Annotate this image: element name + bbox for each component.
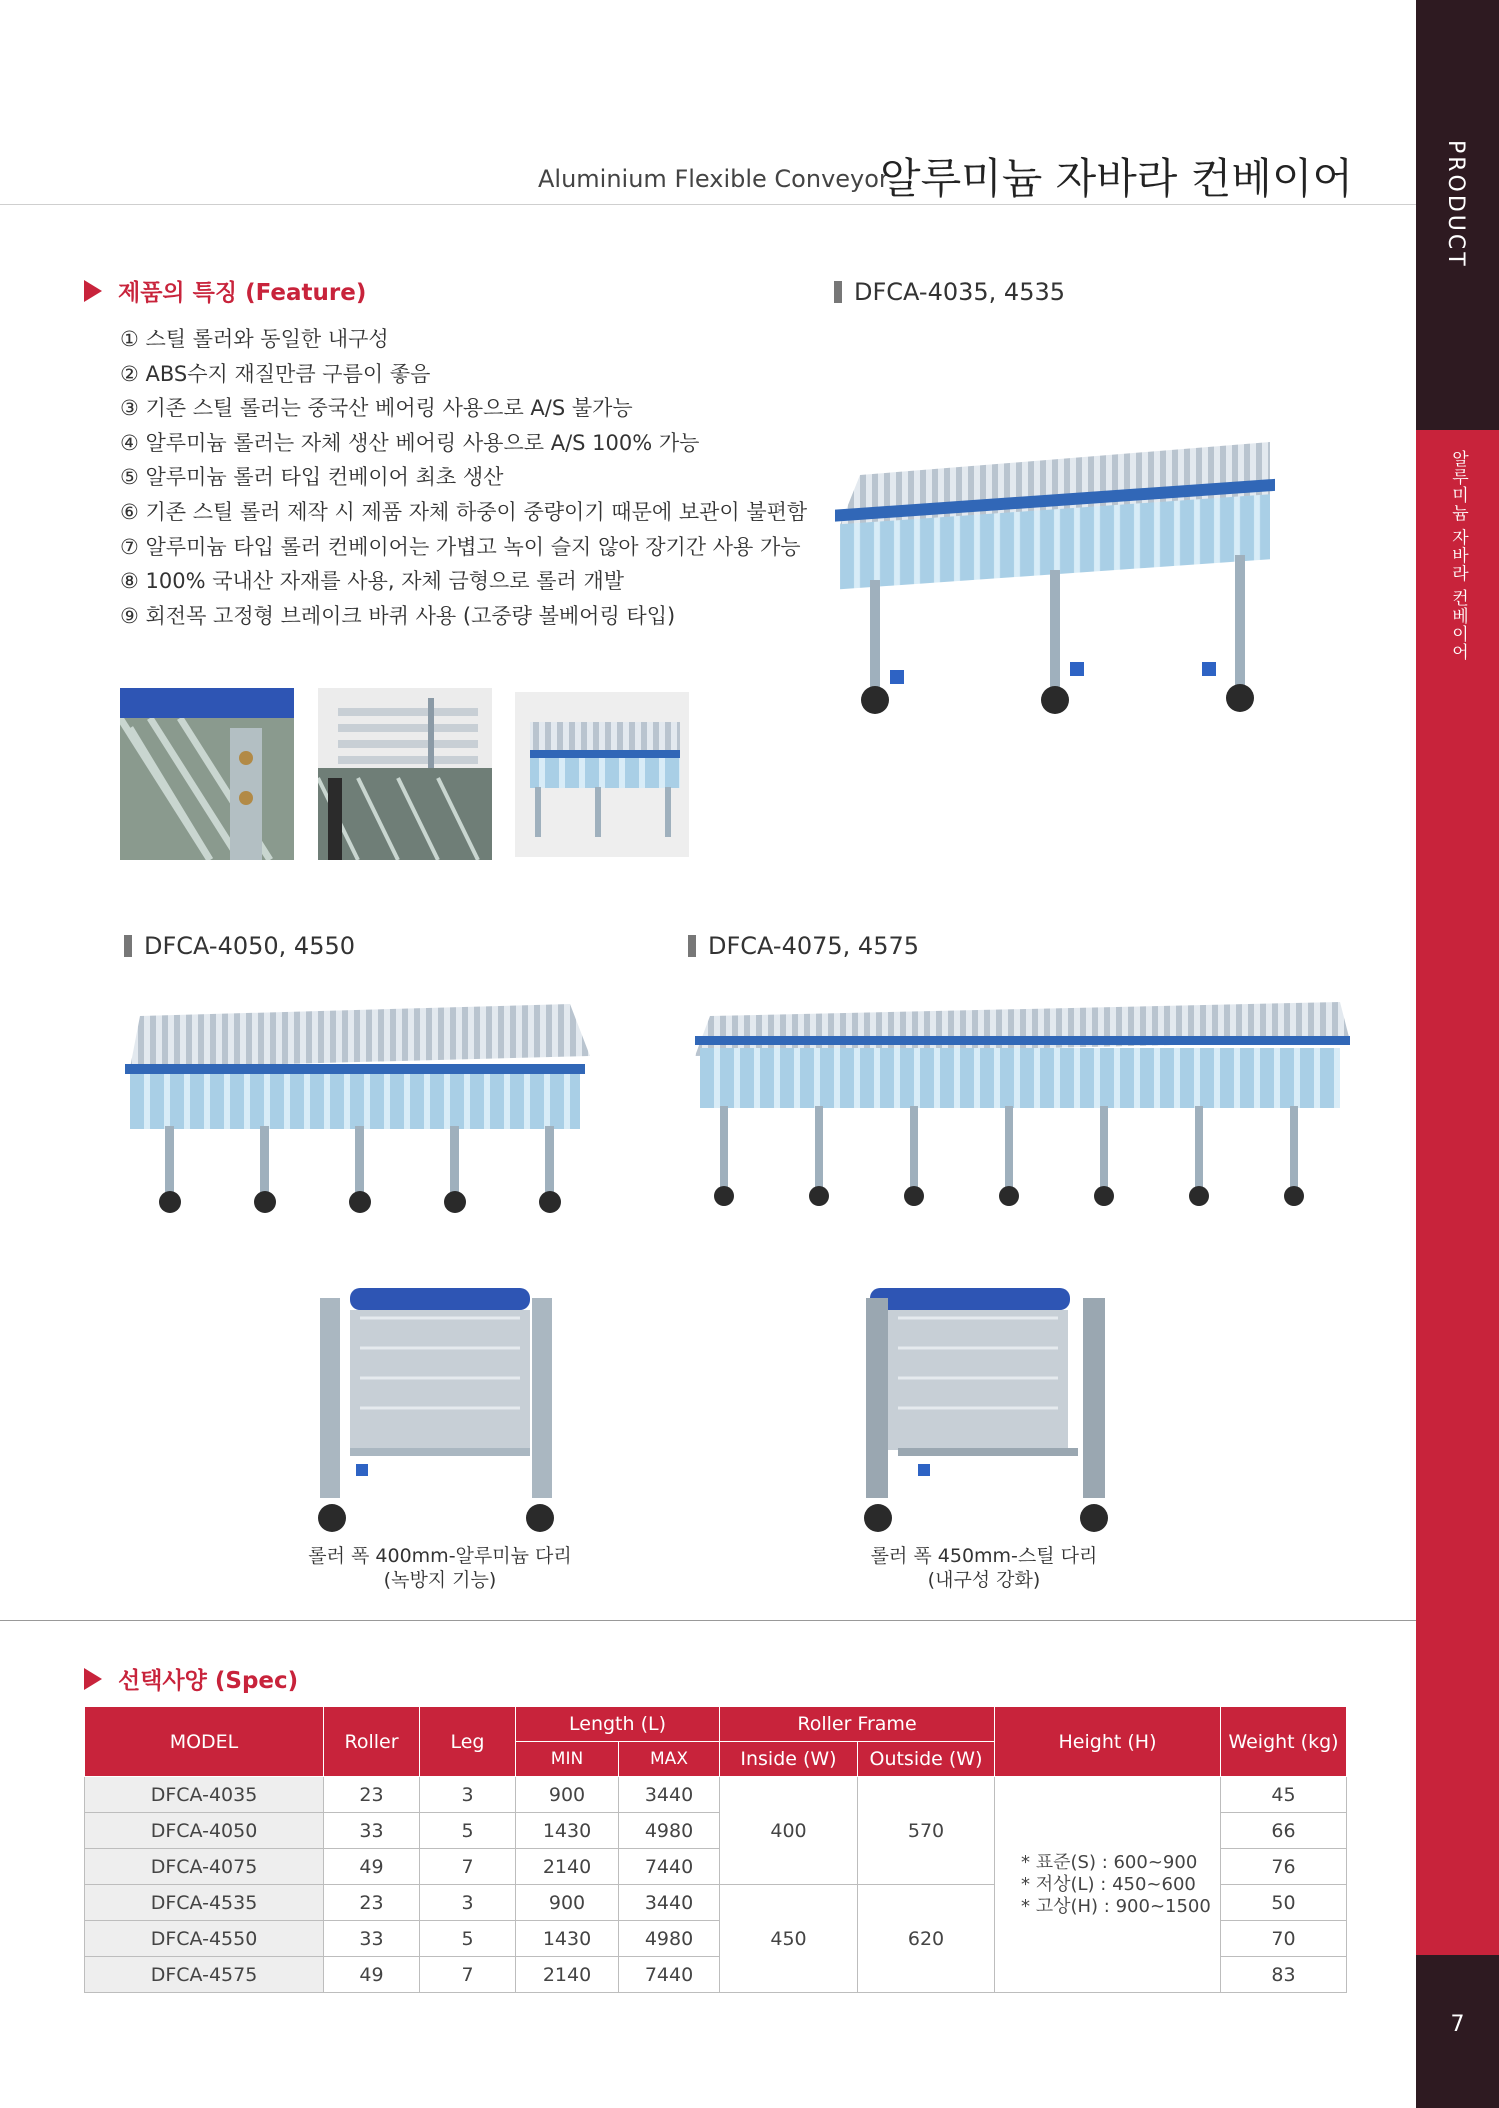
conveyor-4035-photo	[830, 430, 1280, 720]
feature-item: ⑥ 기존 스틸 롤러 제작 시 제품 자체 하중이 중량이기 때문에 보관이 불편함	[120, 499, 808, 524]
header-max: MAX	[619, 1742, 720, 1777]
detail-photo-2	[318, 688, 492, 860]
header-korean-title: 알루미늄 자바라 컨베이어	[880, 154, 1353, 203]
height-options: * 표준(S) : 600~900 * 저상(L) : 450~600 * 고상(H) : 900~1500	[995, 1777, 1221, 1993]
header-inside: Inside (W)	[720, 1742, 858, 1777]
page-number: 7	[1450, 2012, 1465, 2037]
header-rule	[0, 204, 1416, 205]
label-bar-icon	[124, 935, 132, 957]
side-band	[1416, 0, 1499, 2108]
detail-photo-3	[515, 692, 689, 857]
feature-list	[120, 322, 807, 633]
conveyor-4050-photo	[120, 996, 590, 1216]
feature-item: ④ 알루미늄 롤러는 자체 생산 베어링 사용으로 A/S 100% 가능	[120, 430, 700, 455]
label-bar-icon	[688, 935, 696, 957]
model-label-4050: DFCA-4050, 4550	[124, 932, 355, 960]
side-category-label: 알루미늄 자바라 컨베이어	[1448, 450, 1468, 661]
triangle-bullet-icon	[84, 1668, 102, 1690]
front-view-steel-leg-photo	[858, 1288, 1116, 1538]
header-min: MIN	[516, 1742, 619, 1777]
header-height: Height (H)	[995, 1707, 1221, 1777]
table-row: DFCA-4075 49 7 2140 7440 76	[85, 1849, 1347, 1885]
model-label-4075: DFCA-4075, 4575	[688, 932, 919, 960]
feature-item: ② ABS수지 재질만큼 구름이 좋음	[120, 361, 431, 386]
header-model: MODEL	[85, 1707, 324, 1777]
label-bar-icon	[834, 281, 842, 303]
conveyor-4075-photo	[690, 996, 1350, 1211]
header-length: Length (L)	[516, 1707, 720, 1742]
feature-item: ⑨ 회전목 고정형 브레이크 바퀴 사용 (고중량 볼베어링 타입)	[120, 603, 676, 628]
header-weight: Weight (kg)	[1221, 1707, 1347, 1777]
feature-item: ⑦ 알루미늄 타입 롤러 컨베이어는 가볍고 녹이 슬지 않아 장기간 사용 가능	[120, 534, 801, 559]
side-product-label: PRODUCT	[1443, 140, 1468, 269]
detail-photo-1	[120, 688, 294, 860]
spec-table	[84, 1706, 1347, 1993]
table-row: DFCA-4535 23 3 900 3440 450 620 50	[85, 1885, 1347, 1921]
model-label-4035: DFCA-4035, 4535	[834, 278, 1065, 306]
section-divider	[0, 1620, 1416, 1621]
outside-620: 620	[858, 1885, 995, 1993]
header-roller-frame: Roller Frame	[720, 1707, 995, 1742]
header-roller: Roller	[324, 1707, 420, 1777]
table-row: DFCA-4035 23 3 900 3440 400 570 * 표준(S) : 600~900 * 저상(L) : 450~600 * 고상(H) : 900~1500 45	[85, 1777, 1347, 1813]
header-english-title: Aluminium Flexible Conveyor	[538, 165, 889, 193]
feature-item: ① 스틸 롤러와 동일한 내구성	[120, 327, 389, 351]
inside-400: 400	[720, 1777, 858, 1885]
table-row: DFCA-4550 33 5 1430 4980 70	[85, 1921, 1347, 1957]
caption-aluminium-leg: 롤러 폭 400mm-알루미늄 다리 (녹방지 기능)	[308, 1545, 572, 1591]
caption-steel-leg: 롤러 폭 450mm-스틸 다리 (내구성 강화)	[870, 1545, 1098, 1591]
feature-item: ⑤ 알루미늄 롤러 타입 컨베이어 최초 생산	[120, 465, 504, 490]
front-view-aluminium-leg-photo	[310, 1288, 562, 1538]
triangle-bullet-icon	[84, 280, 102, 302]
feature-item: ⑧ 100% 국내산 자재를 사용, 자체 금형으로 롤러 개발	[120, 569, 625, 594]
outside-570: 570	[858, 1777, 995, 1885]
table-row: DFCA-4050 33 5 1430 4980 66	[85, 1813, 1347, 1849]
header-outside: Outside (W)	[858, 1742, 995, 1777]
feature-heading: 제품의 특징 (Feature)	[84, 274, 366, 307]
feature-item: ③ 기존 스틸 롤러는 중국산 베어링 사용으로 A/S 불가능	[120, 396, 633, 421]
spec-heading: 선택사양 (Spec)	[84, 1662, 298, 1695]
inside-450: 450	[720, 1885, 858, 1993]
header-leg: Leg	[420, 1707, 516, 1777]
table-row: DFCA-4575 49 7 2140 7440 83	[85, 1957, 1347, 1993]
